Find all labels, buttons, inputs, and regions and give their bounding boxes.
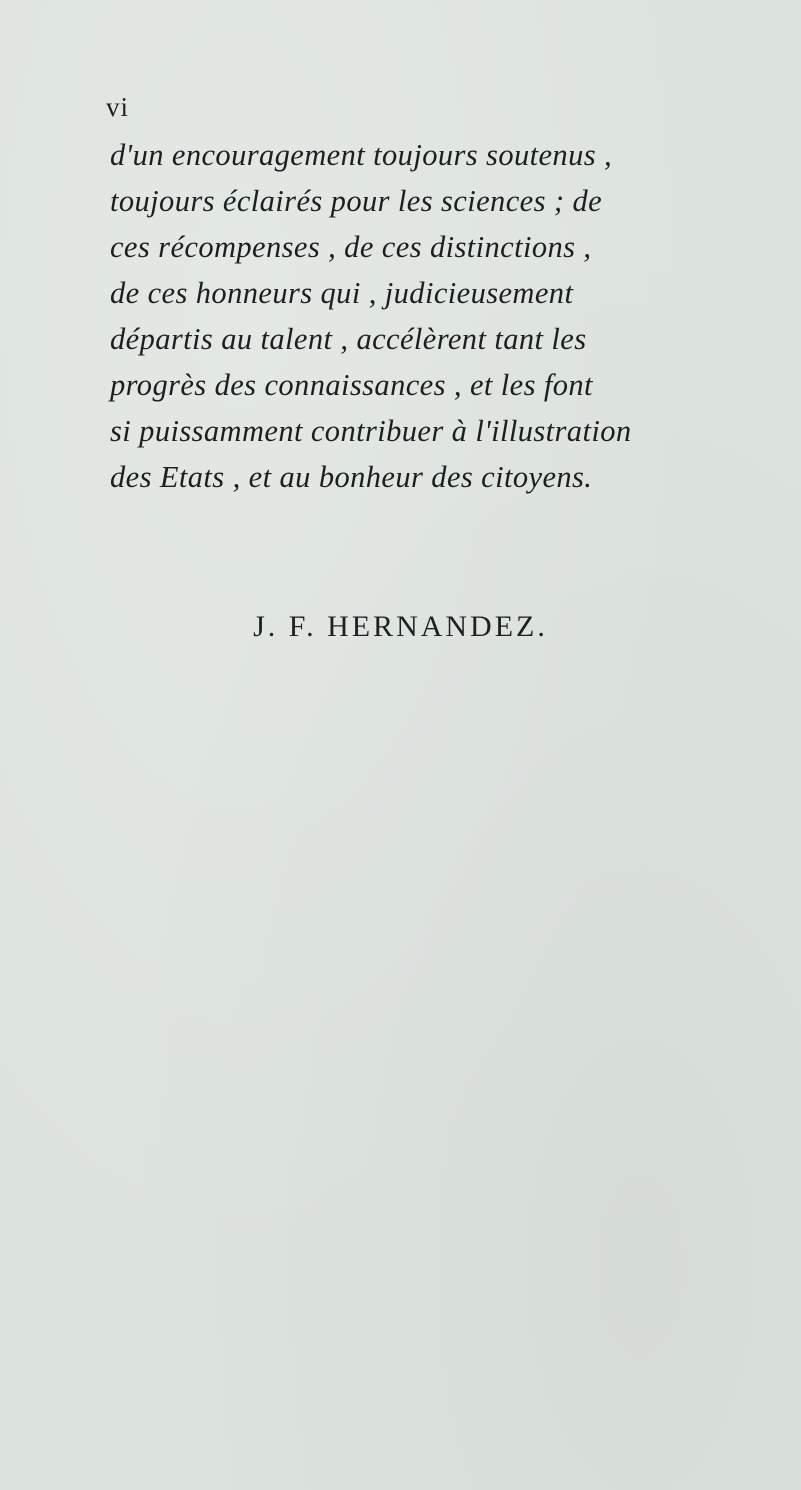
text-line: de ces honneurs qui , judicieusement — [110, 276, 574, 310]
author-signature: J. F. HERNANDEZ. — [253, 610, 548, 643]
text-line: d'un encouragement toujours soutenus , — [110, 138, 613, 172]
text-line: ces récompenses , de ces distinctions , — [110, 230, 592, 264]
text-line: progrès des connaissances , et les font — [110, 368, 593, 402]
text-line: départis au talent , accélèrent tant les — [110, 322, 587, 356]
text-line: des Etats , et au bonheur des citoyens. — [110, 460, 593, 494]
page-number: vi — [106, 92, 130, 122]
text-line: toujours éclairés pour les sciences ; de — [110, 184, 603, 218]
text-line: si puissamment contribuer à l'illustration — [110, 414, 632, 448]
body-paragraph — [110, 132, 760, 500]
show-through-text — [90, 790, 770, 1350]
